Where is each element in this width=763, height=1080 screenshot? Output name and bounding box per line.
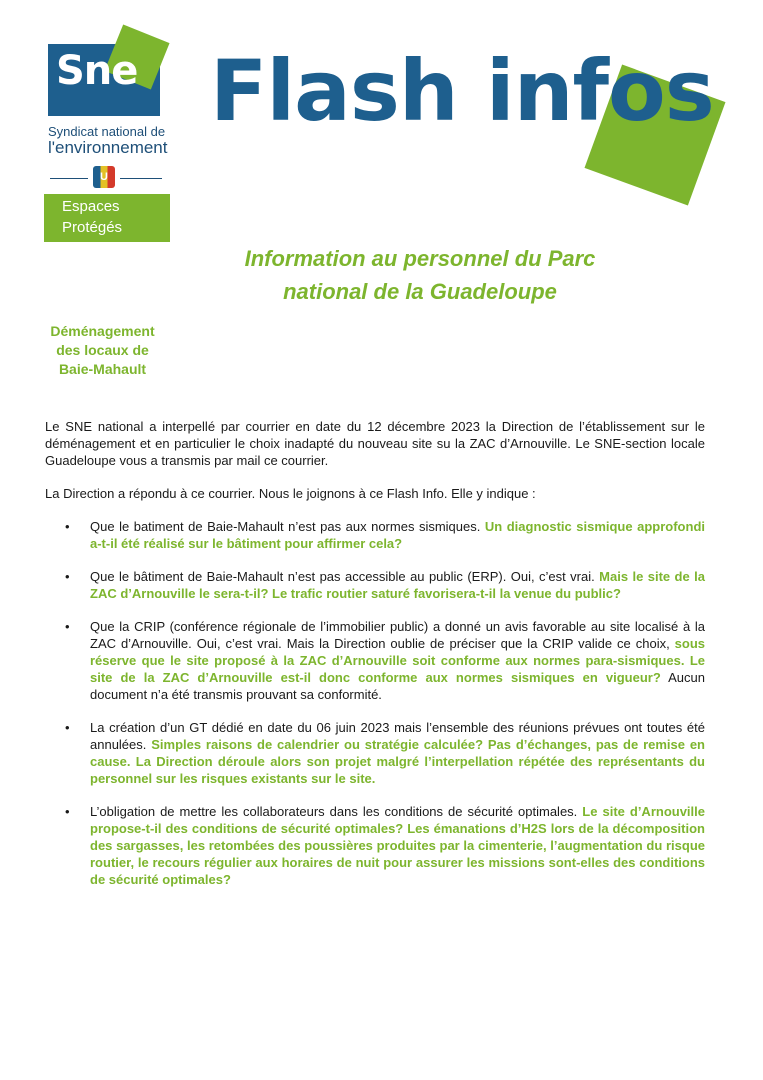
bullet-icon: • bbox=[65, 804, 70, 819]
subject-line3: Baie-Mahault bbox=[58, 361, 147, 377]
item-question: Le site d’Arnouville propose-t-il des conditions de sécurité optimales? Les émanations d’H2S lors de la décomposition des sargasses, les retombées des poussières produites par la cimenterie, l’augmentation du risque routier, le recours régulier aux horaires de nuit pour assurer les missions sont-elles des conditions de sécurité optimales? bbox=[90, 804, 706, 887]
subject-line2: des locaux de bbox=[56, 342, 149, 358]
logo-text: Sne bbox=[56, 48, 138, 94]
list-item bbox=[45, 618, 705, 703]
page-title-line1: Information au personnel du Parc bbox=[244, 246, 596, 271]
flash-title: Flash infos bbox=[210, 42, 714, 140]
bullet-icon: • bbox=[65, 619, 70, 634]
bullet-icon: • bbox=[65, 720, 70, 735]
item-text: Que le batiment de Baie-Mahault n’est pas aux normes sismiques. bbox=[90, 519, 485, 534]
divider-right bbox=[120, 178, 162, 179]
points-list bbox=[45, 518, 705, 888]
list-item bbox=[45, 719, 705, 787]
article-body bbox=[45, 418, 705, 904]
item-question: Simples raisons de calendrier ou stratégie calculée? Pas d’échanges, pas de remise en cause. La Direction déroule alors son projet malgré l’interpellation répétée des représentants du personnel sur les risques existants sur le site. bbox=[90, 737, 706, 786]
item-question: Mais le site de la ZAC d’Arnouville le sera-t-il? Le trafic routier saturé favorisera-t-il la venue du public? bbox=[90, 569, 705, 601]
item-text: La création d’un GT dédié en date du 06 juin 2023 mais l’ensemble des réunions prévues ont toutes été annulées. bbox=[90, 720, 705, 752]
item-text: Que la CRIP (conférence régionale de l’immobilier public) a donné un avis favorable au site localisé à la ZAC d’Arnouville. Oui, c’est vrai. Mais la Direction oublie de préciser que la CRIP valide ce choix, bbox=[90, 619, 705, 651]
section-label-line1: Espaces bbox=[62, 198, 120, 215]
bullet-icon: • bbox=[65, 519, 70, 534]
subject-line1: Déménagement bbox=[50, 323, 155, 339]
page-title-line2: national de la Guadeloupe bbox=[283, 279, 557, 304]
org-name bbox=[48, 124, 178, 156]
item-question: sous réserve que le site proposé à la ZAC d’Arnouville soit conforme aux normes para-sismiques. Le site de la ZAC d’Arnouville est-il donc conforme aux normes sismiques en vigueur? bbox=[90, 636, 705, 685]
item-text-end: Aucun document n’a été transmis prouvant sa conformité. bbox=[90, 670, 705, 702]
union-badge-icon: U bbox=[93, 166, 115, 188]
org-name-line1: Syndicat national de bbox=[48, 124, 166, 139]
logo-badge bbox=[48, 44, 160, 116]
item-text: Que le bâtiment de Baie-Mahault n’est pas accessible au public (ERP). Oui, c’est vrai. bbox=[90, 569, 600, 584]
section-label bbox=[44, 194, 170, 242]
list-item bbox=[45, 803, 705, 888]
item-question: Un diagnostic sismique approfondi a-t-il été réalisé sur le bâtiment pour affirmer cela? bbox=[90, 519, 705, 551]
page-title bbox=[180, 242, 660, 308]
bullet-icon: • bbox=[65, 569, 70, 584]
item-text: L’obligation de mettre les collaborateurs dans les conditions de sécurité optimales. bbox=[90, 804, 583, 819]
section-label-line2: Protégés bbox=[62, 219, 123, 236]
divider-left bbox=[50, 178, 88, 179]
intro-paragraph: Le SNE national a interpellé par courrier en date du 12 décembre 2023 la Direction de l’établissement sur le déménagement et en particulier le choix inadapté du nouveau site su la ZAC d’Arnouville. Le SNE-section locale Guadeloupe vous a transmis par mail ce courrier. bbox=[45, 419, 705, 468]
subject-heading bbox=[40, 322, 165, 379]
sne-logo bbox=[48, 44, 172, 116]
org-name-line2: l'environnement bbox=[48, 138, 168, 157]
lead-paragraph: La Direction a répondu à ce courrier. Nous le joignons à ce Flash Info. Elle y indique : bbox=[45, 486, 536, 501]
list-item bbox=[45, 518, 705, 552]
flash-infos-banner bbox=[200, 40, 714, 200]
list-item bbox=[45, 568, 705, 602]
